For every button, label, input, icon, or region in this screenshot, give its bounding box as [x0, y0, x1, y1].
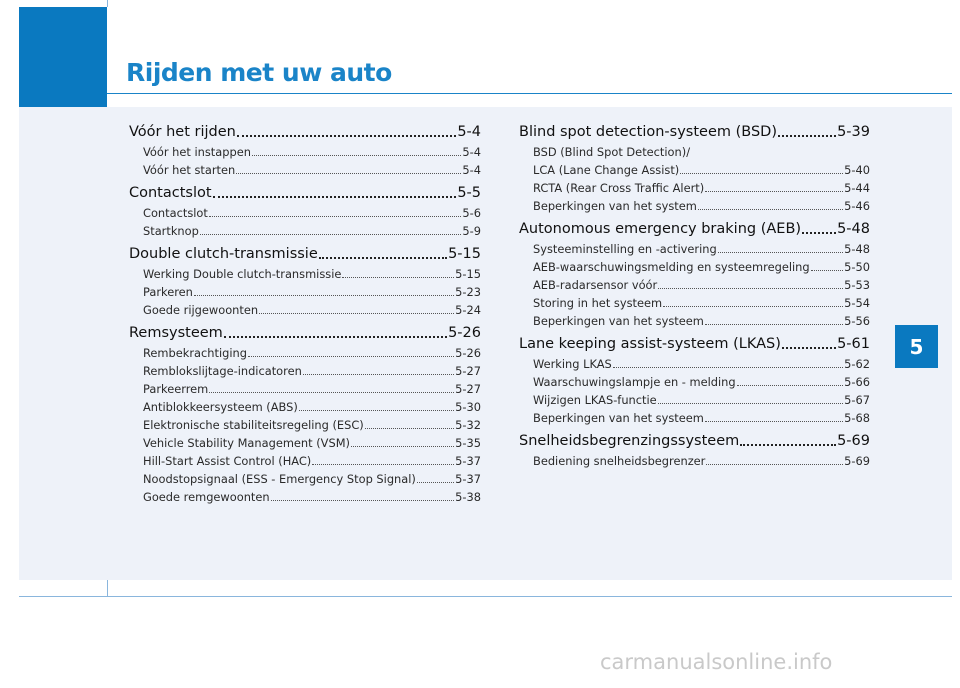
toc-entry-title: Hill-Start Assist Control (HAC): [143, 454, 312, 468]
toc-leader-dots: [740, 444, 836, 446]
toc-leader-dots: [194, 295, 454, 296]
toc-entry[interactable]: [519, 197, 870, 215]
toc-leader-dots: [705, 191, 843, 192]
toc-leader-dots: [213, 196, 457, 198]
toc-entry[interactable]: [519, 355, 870, 373]
toc-entry[interactable]: [129, 362, 481, 380]
toc-entry[interactable]: [519, 276, 870, 294]
title-band: [107, 7, 952, 107]
toc-entry-title: Beperkingen van het system: [533, 199, 697, 213]
toc-entry[interactable]: [519, 409, 870, 427]
toc-section: [519, 333, 870, 427]
bottom-rule: [19, 596, 952, 597]
toc-heading-title: Remsysteem: [129, 325, 223, 341]
toc-heading-page: 5-39: [837, 124, 870, 140]
toc-entry-page: 5-6: [462, 206, 481, 220]
toc-entry-page: 5-9: [462, 224, 481, 238]
toc-entry-page: 5-69: [844, 454, 870, 468]
title-underline: [107, 93, 952, 94]
chapter-color-block: [19, 7, 107, 107]
toc-entry-page: 5-37: [455, 472, 481, 486]
toc-leader-dots: [613, 367, 843, 368]
toc-heading-title: Blind spot detection-systeem (BSD): [519, 124, 777, 140]
toc-entry-page: 5-37: [455, 454, 481, 468]
toc-entry-title: RCTA (Rear Cross Traffic Alert): [533, 181, 705, 195]
toc-entry-title: Wijzigen LKAS-functie: [533, 393, 657, 407]
toc-entry-page: 5-26: [455, 346, 481, 360]
toc-leader-dots: [200, 234, 462, 235]
toc-entry[interactable]: [129, 470, 481, 488]
toc-leader-dots: [658, 288, 843, 289]
toc-leader-dots: [365, 428, 454, 429]
toc-entry-title: Vehicle Stability Management (VSM): [143, 436, 350, 450]
toc-section: [519, 430, 870, 470]
toc-leader-dots: [271, 500, 455, 501]
toc-entry-page: 5-62: [844, 357, 870, 371]
toc-entry-title: Storing in het systeem: [533, 296, 663, 310]
toc-entry-title: Contactslot: [143, 206, 208, 220]
toc-leader-dots: [778, 135, 836, 137]
toc-heading-title: Double clutch-transmissie: [129, 246, 318, 262]
toc-leader-dots: [417, 482, 454, 483]
toc-heading-page: 5-26: [448, 325, 481, 341]
toc-heading-title: Autonomous emergency braking (AEB): [519, 221, 802, 237]
toc-entry-title: Werking LKAS: [533, 357, 612, 371]
toc-entry-title: Parkeren: [143, 285, 193, 299]
toc-entry[interactable]: [519, 312, 870, 330]
toc-leader-dots: [209, 392, 454, 393]
toc-entry-page: 5-40: [844, 163, 870, 177]
toc-entry-page: 5-54: [844, 296, 870, 310]
toc-entry[interactable]: [129, 143, 481, 161]
toc-entry-title: Rembekrachtiging: [143, 346, 247, 360]
toc-entry-title: Systeeminstelling en -activering: [533, 242, 717, 256]
toc-entry[interactable]: [129, 283, 481, 301]
toc-leader-dots: [705, 324, 843, 325]
toc-section-heading[interactable]: [519, 218, 870, 240]
toc-entry-page: 5-66: [844, 375, 870, 389]
toc-entry[interactable]: [129, 416, 481, 434]
toc-entry-page: 5-24: [455, 303, 481, 317]
toc-entry-title: Remblokslijtage-indicatoren: [143, 364, 302, 378]
toc-heading-title: Vóór het rijden: [129, 124, 236, 140]
toc-entry[interactable]: [519, 373, 870, 391]
toc-entry-page: 5-4: [462, 145, 481, 159]
toc-entry[interactable]: [129, 344, 481, 362]
toc-entry-page: 5-35: [455, 436, 481, 450]
toc-leader-dots: [782, 347, 836, 349]
toc-entry-page: 5-38: [455, 490, 481, 504]
toc-heading-title: Snelheidsbegrenzingssysteem: [519, 433, 740, 449]
toc-entry[interactable]: [129, 452, 481, 470]
toc-entry[interactable]: [129, 265, 481, 283]
toc-entry-title: Noodstopsignaal (ESS - Emergency Stop Signal): [143, 472, 416, 486]
toc-entry-title: Goede rijgewoonten: [143, 303, 259, 317]
toc-column-left: [129, 121, 481, 509]
toc-leader-dots: [209, 216, 462, 217]
toc-heading-page: 5-4: [457, 124, 481, 140]
toc-entry[interactable]: [129, 161, 481, 179]
toc-entry-page: 5-68: [844, 411, 870, 425]
toc-leader-dots: [312, 464, 454, 465]
toc-entry-title: LCA (Lane Change Assist): [533, 163, 680, 177]
toc-entry-title: Goede remgewoonten: [143, 490, 270, 504]
toc-entry-page: 5-15: [455, 267, 481, 281]
toc-leader-dots: [737, 385, 844, 386]
toc-entry-page: 5-67: [844, 393, 870, 407]
toc-leader-dots: [351, 446, 454, 447]
toc-entry-page: 5-27: [455, 364, 481, 378]
toc-heading-title: Contactslot: [129, 185, 212, 201]
toc-entry[interactable]: [129, 398, 481, 416]
toc-entry[interactable]: [519, 258, 870, 276]
toc-entry[interactable]: [519, 240, 870, 258]
toc-leader-dots: [698, 209, 843, 210]
toc-section: [519, 218, 870, 330]
toc-leader-dots: [718, 252, 843, 253]
toc-leader-dots: [319, 257, 447, 259]
toc-section-heading[interactable]: [129, 322, 481, 344]
toc-entry-title: Startknop: [143, 224, 199, 238]
toc-entry-title: Beperkingen van het systeem: [533, 314, 704, 328]
toc-entry-page: 5-30: [455, 400, 481, 414]
toc-entry-title: Waarschuwingslampje en - melding: [533, 375, 736, 389]
toc-entry[interactable]: [129, 204, 481, 222]
toc-leader-dots: [663, 306, 843, 307]
toc-entry[interactable]: [519, 179, 870, 197]
toc-entry-page: 5-56: [844, 314, 870, 328]
toc-section: [129, 322, 481, 506]
toc-heading-page: 5-5: [457, 185, 481, 201]
toc-heading-page: 5-15: [448, 246, 481, 262]
toc-leader-dots: [680, 173, 843, 174]
toc-leader-dots: [658, 403, 843, 404]
toc-heading-title: Lane keeping assist-systeem (LKAS): [519, 336, 781, 352]
toc-heading-page: 5-69: [837, 433, 870, 449]
toc-section-heading[interactable]: [519, 121, 870, 143]
toc-leader-dots: [236, 173, 461, 174]
toc-section-heading[interactable]: [519, 430, 870, 452]
toc-entry-title: Vóór het instappen: [143, 145, 251, 159]
toc-entry-page: 5-48: [844, 242, 870, 256]
toc-heading-page: 5-61: [837, 336, 870, 352]
toc-section-heading[interactable]: [129, 182, 481, 204]
toc-leader-dots: [706, 464, 843, 465]
toc-leader-dots: [303, 374, 454, 375]
toc-entry-title: AEB-radarsensor vóór: [533, 278, 658, 292]
toc-entry-title: Bediening snelheidsbegrenzer: [533, 454, 706, 468]
toc-entry[interactable]: [129, 380, 481, 398]
toc-entry-title: AEB-waarschuwingsmelding en systeemregeling: [533, 260, 810, 274]
toc-entry-title: BSD (Blind Spot Detection)/: [533, 145, 691, 159]
toc-section-heading[interactable]: [519, 333, 870, 355]
toc-entry[interactable]: [129, 434, 481, 452]
toc-entry-page: 5-23: [455, 285, 481, 299]
toc-leader-dots: [802, 232, 836, 234]
toc-entry-page: 5-32: [455, 418, 481, 432]
toc-section: [129, 243, 481, 319]
toc-entry-page: 5-44: [844, 181, 870, 195]
toc-leader-dots: [259, 313, 454, 314]
toc-entry-title: Beperkingen van het systeem: [533, 411, 704, 425]
toc-entry-page: 5-4: [462, 163, 481, 177]
toc-leader-dots: [342, 277, 454, 278]
toc-leader-dots: [237, 135, 456, 137]
toc-entry-page: 5-46: [844, 199, 870, 213]
toc-entry[interactable]: [129, 222, 481, 240]
toc-leader-dots: [224, 336, 447, 338]
toc-heading-page: 5-48: [837, 221, 870, 237]
toc-section: [129, 121, 481, 179]
toc-section-heading[interactable]: [129, 121, 481, 143]
toc-leader-dots: [248, 356, 454, 357]
toc-entry-page: 5-53: [844, 278, 870, 292]
toc-section-heading[interactable]: [129, 243, 481, 265]
toc-leader-dots: [252, 155, 461, 156]
toc-leader-dots: [811, 270, 844, 271]
toc-entry-title: Werking Double clutch-transmissie: [143, 267, 342, 281]
toc-entry[interactable]: [129, 301, 481, 319]
toc-entry[interactable]: [519, 294, 870, 312]
toc-entry[interactable]: [519, 143, 870, 161]
toc-column-right: [519, 121, 870, 473]
watermark: carmanualsonline.info: [600, 650, 833, 674]
chapter-title: Rijden met uw auto: [126, 58, 392, 87]
toc-entry-title: Vóór het starten: [143, 163, 236, 177]
toc-entry-page: 5-50: [844, 260, 870, 274]
toc-entry[interactable]: [519, 161, 870, 179]
toc-entry-title: Antiblokkeersysteem (ABS): [143, 400, 298, 414]
chapter-tab[interactable]: 5: [895, 325, 938, 368]
toc-entry-title: Parkeerrem: [143, 382, 209, 396]
toc-leader-dots: [705, 421, 843, 422]
toc-section: [519, 121, 870, 215]
toc-section: [129, 182, 481, 240]
toc-entry[interactable]: [519, 452, 870, 470]
toc-entry[interactable]: [129, 488, 481, 506]
toc-entry-title: Elektronische stabiliteitsregeling (ESC): [143, 418, 364, 432]
toc-leader-dots: [299, 410, 454, 411]
toc-entry-page: 5-27: [455, 382, 481, 396]
toc-entry[interactable]: [519, 391, 870, 409]
